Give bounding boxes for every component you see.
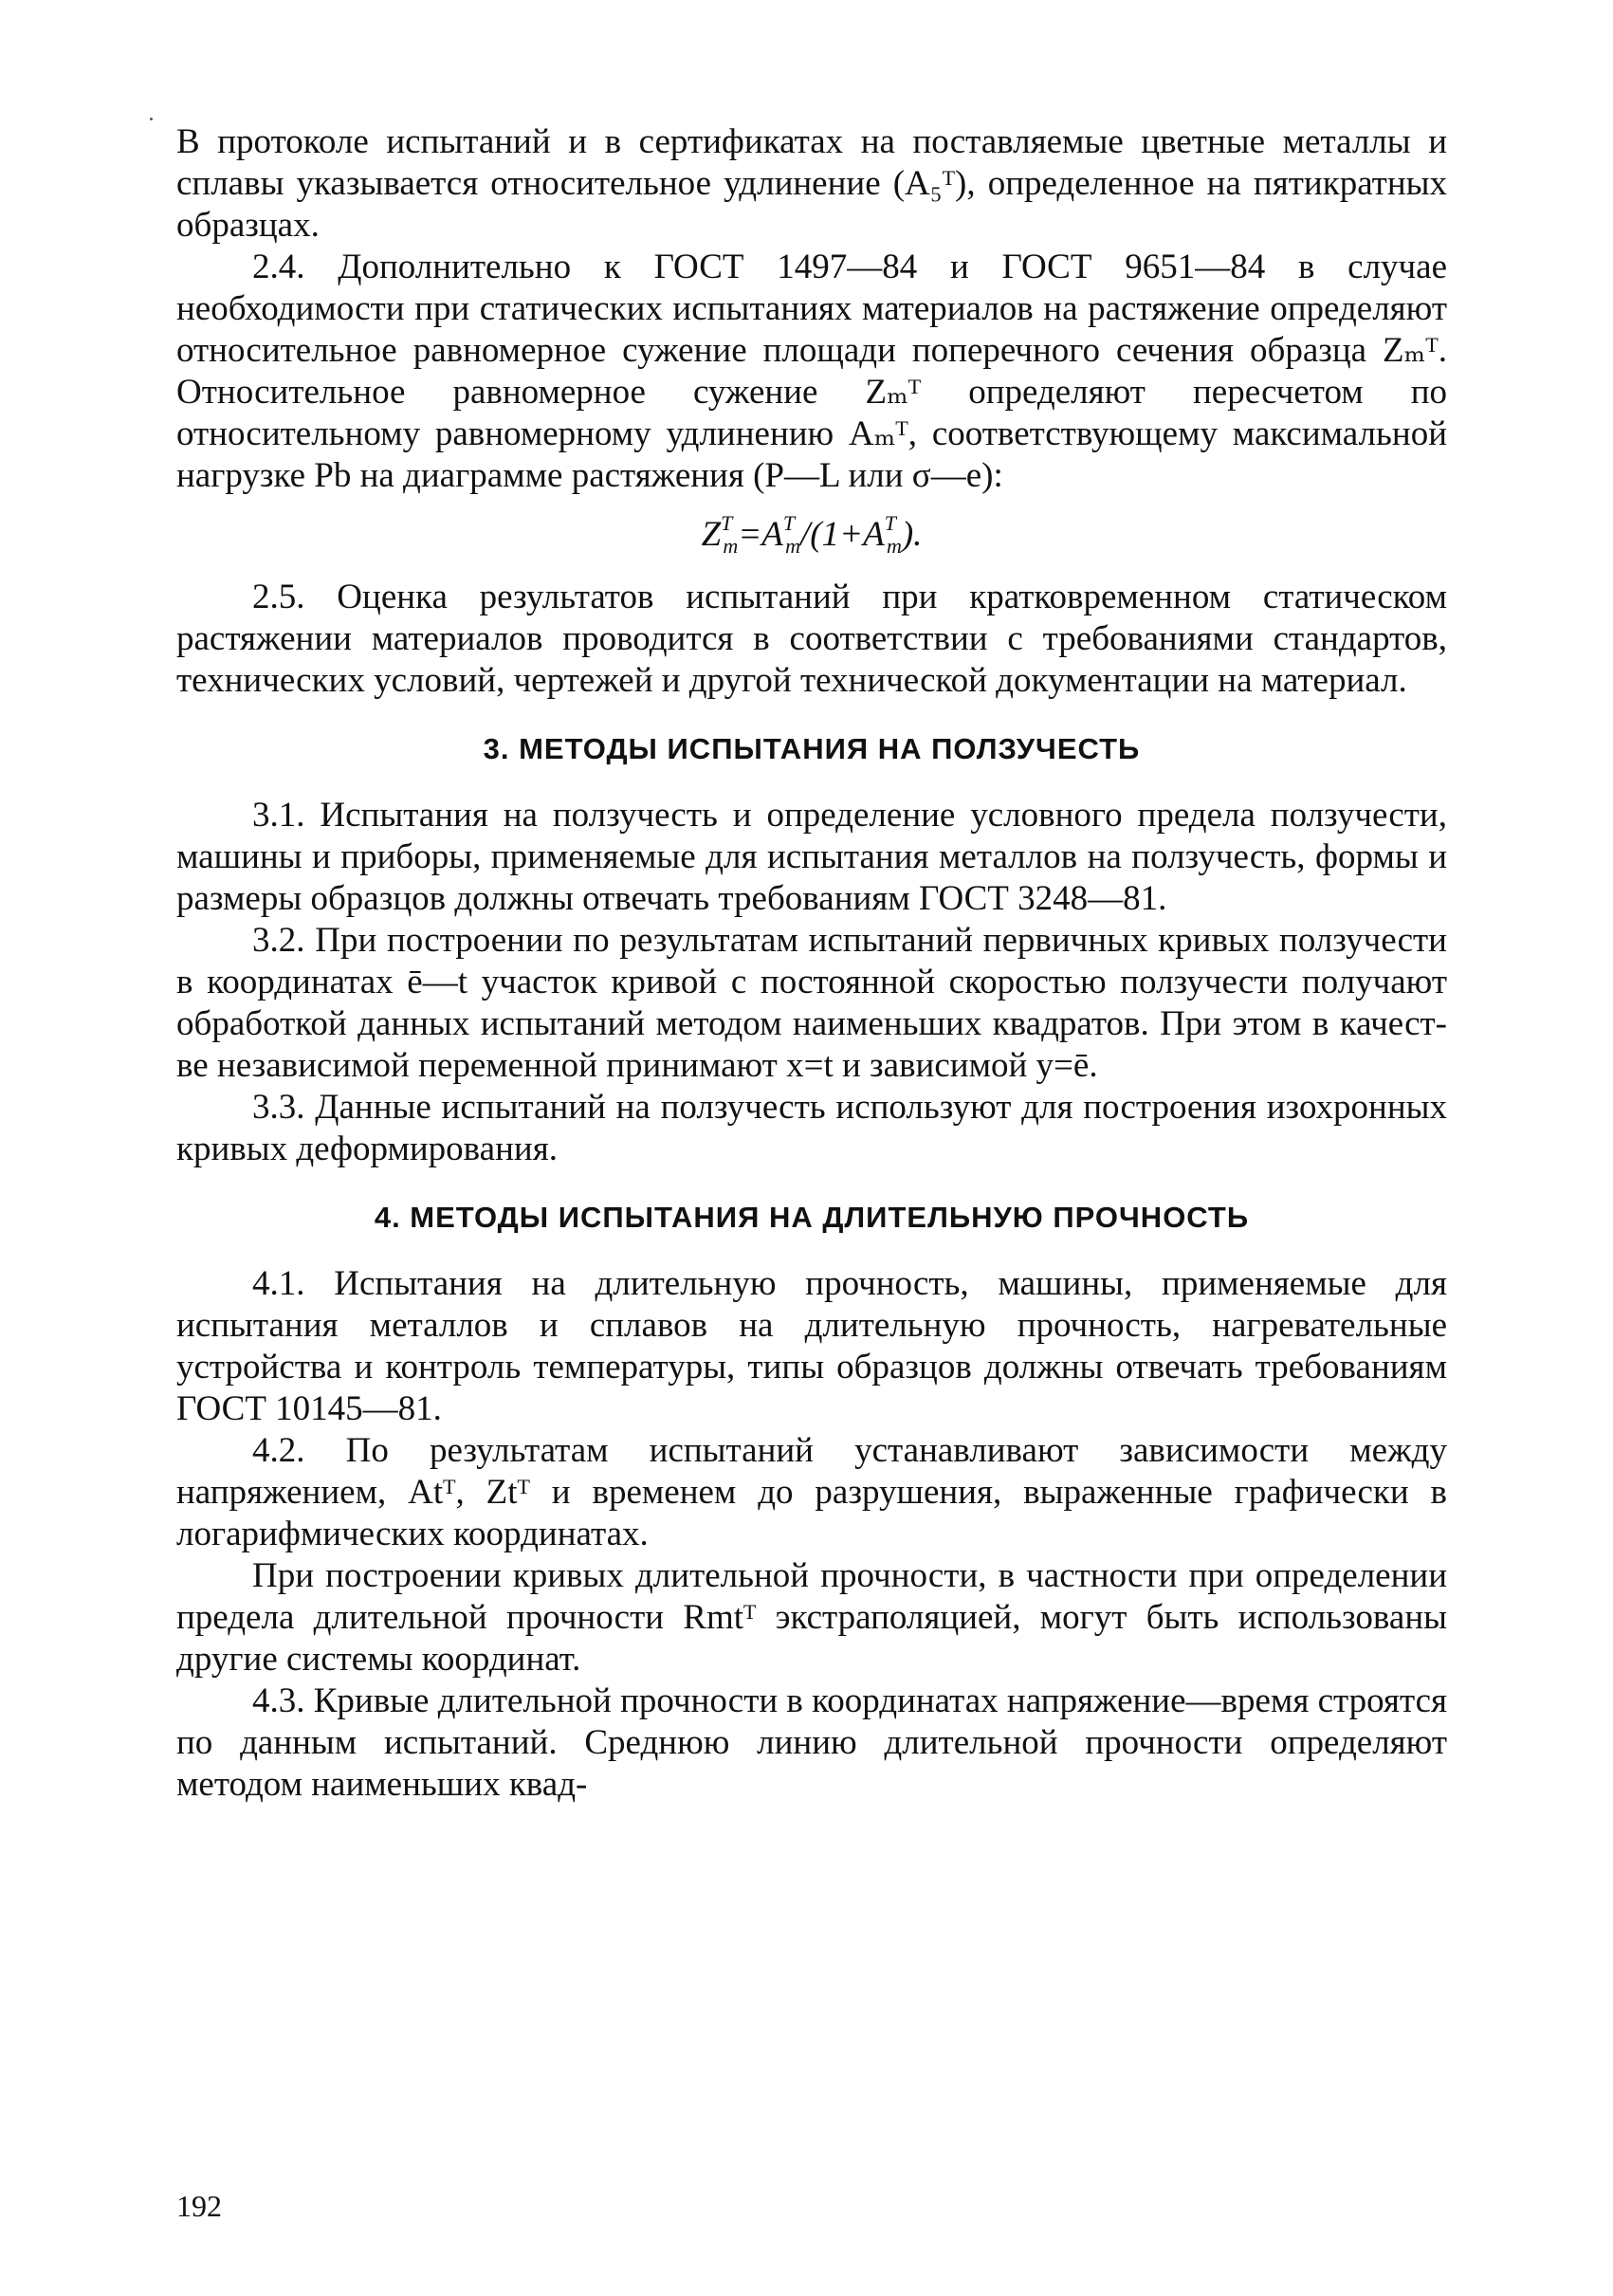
scan-speck bbox=[150, 118, 153, 120]
paragraph-4-1: 4.1. Испытания на длительную прочность, машины, применяемые для испытания металлов и сплавов на длительную прочность, нагревательные устройства и контроль температуры, типы образцов должны отвечать требованиям ГОСТ 10145—81. bbox=[176, 1264, 1447, 1428]
formula-a2-sup: T bbox=[884, 511, 896, 535]
paragraph-3-2: 3.2. При построении по результатам испытаний первичных кривых ползучести в координатах ē—t участок кривой с постоянной скоростью ползучести получают обработкой данных испытаний методом наименьших квадратов. При этом в качестве независимой переменной принимают x=t и зависимой y=ē. bbox=[176, 921, 1447, 1085]
paragraph-4-3: 4.3. Кривые длительной прочности в координатах напряжение—время строятся по данным испытаний. Среднюю линию длительной прочности определяют методом наименьших квад- bbox=[176, 1681, 1448, 1804]
paragraph-3-3: 3.3. Данные испытаний на ползучесть используют для построения изохронных кривых деформирования. bbox=[176, 1088, 1447, 1168]
intro-paragraph: В протоколе испытаний и в сертификатах на поставляемые цветные металлы и сплавы указывается относительное удлинение (A₅ᵀ), определенное на пятикратных образцах. bbox=[176, 122, 1447, 245]
formula-a-sup: T bbox=[782, 511, 796, 535]
formula-a2-sub: m bbox=[886, 534, 902, 558]
paragraph-2-4: 2.4. Дополнительно к ГОСТ 1497—84 и ГОСТ 9651—84 в случае необходимости при статических испытаниях материалов на растяжение определяют относительное равномерное сужение площади поперечного сечения образца Zₘᵀ. Относительное равномерное сужение Zₘᵀ определяют пересчетом по относительному равномерному удлинению Aₘᵀ, соответствующему максимальной нагрузке Pb на диаграмме растяжения (P—L или σ—e): bbox=[176, 248, 1447, 495]
formula-z-sub: m bbox=[723, 534, 739, 558]
paragraph-4-2-cont: При построении кривых длительной прочности, в частности при определении предела длительной прочности Rmtᵀ экстраполяцией, могут быть использованы другие системы координат. bbox=[176, 1556, 1447, 1679]
page-number: 192 bbox=[176, 2189, 222, 2223]
section-3-heading: 3. МЕТОДЫ ИСПЫТАНИЯ НА ПОЛЗУЧЕСТЬ bbox=[483, 732, 1141, 765]
formula-z-sup: T bbox=[721, 511, 733, 535]
formula-z: Z bbox=[701, 515, 722, 554]
formula bbox=[176, 511, 1447, 560]
document-page bbox=[176, 121, 1447, 1806]
paragraph-4-2: 4.2. По результатам испытаний устанавливают зависимости между напряжением, Atᵀ, Ztᵀ и временем до разрушения, выраженные графически в логарифмических координатах. bbox=[176, 1431, 1447, 1553]
section-4-heading: 4. МЕТОДЫ ИСПЫТАНИЯ НА ДЛИТЕЛЬНУЮ ПРОЧНОСТЬ bbox=[374, 1201, 1250, 1234]
formula-mid: /(1+A bbox=[800, 515, 885, 554]
formula-eq: =A bbox=[738, 515, 783, 554]
formula-end: ). bbox=[901, 515, 923, 554]
formula-a-sub: m bbox=[785, 534, 801, 558]
paragraph-2-5: 2.5. Оценка результатов испытаний при кратковременном статическом растяжении материалов проводится в соответствии с требованиями стандартов, технических условий, чертежей и другой технической документации на материал. bbox=[176, 578, 1447, 700]
paragraph-3-1: 3.1. Испытания на ползучесть и определение условного предела ползучести, машины и приборы, применяемые для испытания металлов на ползучесть, формы и размеры образцов должны отвечать требованиям ГОСТ 3248—81. bbox=[176, 796, 1447, 918]
